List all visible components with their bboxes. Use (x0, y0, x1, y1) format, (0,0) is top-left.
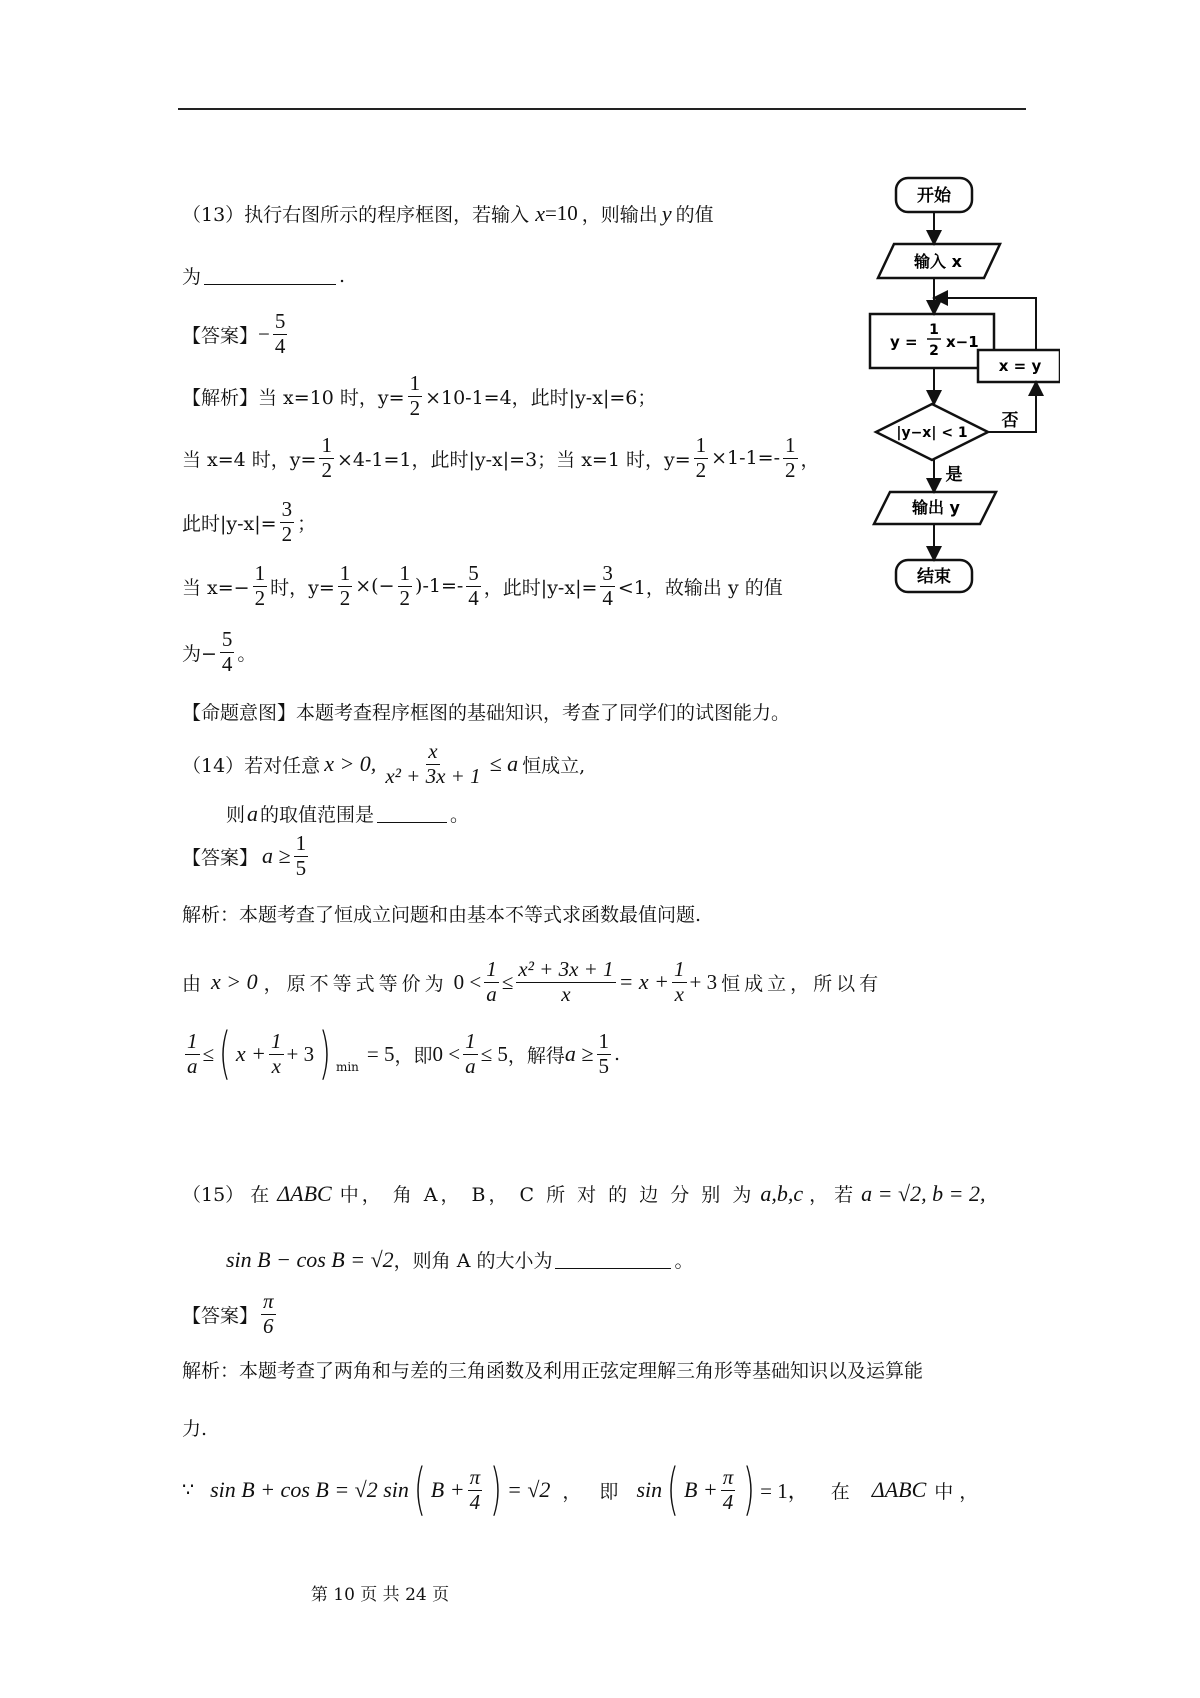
q13-input-value: =10 (544, 201, 578, 225)
q14-text: （14）若对任意 (182, 754, 321, 777)
q14-text: 的取值范围是 (260, 804, 375, 826)
q13-text: （13）执行右图所示的程序框图，若输入 (182, 204, 530, 226)
q14-text: 。 (450, 804, 470, 826)
solution-text: 中 ， (934, 1480, 979, 1503)
fraction: $\frac{5}{4}$ (221, 627, 233, 676)
q13-solution-line2 (182, 434, 820, 482)
math: = 1， (760, 1479, 809, 1503)
solution-text: ×10-1=4，此时|y-x|=6； (425, 386, 657, 409)
q14-text: 则 (226, 804, 246, 826)
q14-solution-line1 (182, 900, 701, 927)
page-footer: 第 10 页 共 24 页 (310, 1585, 450, 1605)
q15-question-line1 (182, 1180, 985, 1207)
solution-text: 恒成立，所以有 (721, 972, 883, 995)
flow-input-label: 输入 x (914, 252, 962, 271)
solution-text: 力. (182, 1418, 208, 1440)
solution-text: 当 x=− (182, 576, 250, 599)
math: ΔABC (871, 1477, 927, 1502)
answer-fraction: $\frac{1}{5}$ (295, 831, 307, 880)
math: + 3 (689, 969, 718, 994)
intent-text: 本题考查程序框图的基础知识，考查了同学们的试图能力。 (296, 702, 791, 724)
math: x + (235, 1041, 267, 1066)
flow-assign-num: 1 (929, 322, 939, 338)
q13-text: . (339, 264, 346, 287)
flow-output-label: 输出 y (911, 498, 961, 517)
solution-text: 当 x=4 时，y= (182, 448, 317, 471)
answer-label: 【答案】 (182, 846, 259, 869)
q14-var-a: a (247, 800, 259, 826)
solution-text: ，即 (394, 1044, 433, 1067)
solution-text: 由 (182, 972, 206, 995)
q15-solution-line3 (182, 1457, 979, 1522)
program-flowchart (860, 170, 1060, 600)
flow-yes-label: 是 (945, 465, 963, 485)
math: sin B + cos B = √2 sin (210, 1477, 409, 1502)
solution-text: )-1=- (415, 575, 464, 598)
math: 0 < (453, 969, 482, 994)
q15-text: ，则角 A 的大小为 (393, 1250, 553, 1272)
q15-solution-line2 (182, 1414, 207, 1441)
fraction: $\frac{\pi}{4}$ (722, 1464, 734, 1514)
answer-label: 【答案】 (182, 324, 259, 347)
fraction: $\frac{1}{x}$ (271, 1028, 282, 1078)
answer-blank (204, 266, 336, 285)
q15-text: （15） 在 (182, 1184, 270, 1206)
q13-text: 为 (182, 266, 202, 288)
right-paren: ) (490, 1457, 503, 1522)
math: x > 0 (211, 969, 258, 995)
q13-var-x: x (535, 200, 545, 226)
q14-solution-line3 (182, 1021, 621, 1086)
q15-text: 中， 角 A， B， C 所 对 的 边 分 别 为 (339, 1184, 755, 1206)
q13-solution-line5 (182, 628, 256, 676)
fraction: $\frac{1}{a}$ (187, 1028, 198, 1078)
q13-solution-line3 (182, 498, 316, 546)
q13-question-line1 (182, 200, 714, 227)
q14-inequality: ≤ a (489, 751, 519, 777)
solution-text: 时，y= (270, 576, 335, 599)
q14-solution-line2 (182, 958, 882, 1006)
right-paren: ) (743, 1457, 756, 1522)
fraction: $\frac{1}{2}$ (321, 433, 332, 482)
q14-question-line1 (182, 740, 585, 788)
answer-blank (555, 1250, 671, 1269)
flow-end-label: 结束 (917, 567, 951, 587)
flow-start-label: 开始 (917, 186, 951, 206)
solution-text: <1，故输出 y 的值 (617, 576, 783, 599)
solution-text: 。 (237, 642, 257, 665)
solution-text: 在 (830, 1480, 850, 1503)
left-paren: ( (218, 1021, 231, 1086)
math: = √2 (506, 1477, 551, 1502)
solution-text: ×4-1=1，此时|y-x|=3；当 x=1 时，y= (336, 448, 691, 471)
q13-solution-line1 (182, 372, 656, 420)
fraction: $\frac{5}{4}$ (468, 561, 479, 610)
answer-label: 【答案】 (182, 1304, 259, 1327)
fraction: $\frac{1}{2}$ (339, 561, 351, 610)
right-paren: ) (319, 1021, 332, 1086)
q15-triangle: ΔABC (277, 1180, 332, 1206)
solution-text: 当 x=10 时，y= (258, 386, 405, 409)
math: sin (636, 1477, 663, 1502)
answer-fraction: $\frac{\pi}{6}$ (263, 1289, 274, 1338)
q14-answer (182, 832, 311, 880)
q13-var-y: y (661, 200, 672, 226)
q13-intent (182, 698, 790, 725)
q14-fraction: $\frac{x}{\text{x² + 3x + 1}}$ (385, 739, 481, 788)
fraction: $\frac{\text{x² + 3x + 1}}{x}$ (518, 957, 614, 1006)
q13-text: ，则输出 (581, 204, 658, 226)
answer-sign: − (258, 321, 270, 346)
solution-text: ，解得 (507, 1044, 565, 1067)
solution-text: 解析：本题考查了两角和与差的三角函数及利用正弦定理解三角形等基础知识以及运算能 (182, 1360, 924, 1382)
math: = x + (618, 969, 670, 995)
q15-text: ， 若 (809, 1184, 854, 1206)
flow-assign-rest: x−1 (946, 333, 979, 351)
intent-label: 【命题意图】 (182, 702, 297, 724)
flow-no-label: 否 (1001, 411, 1019, 431)
math: = 5 (366, 1041, 395, 1066)
q15-equation: sin B − cos B = √2 (226, 1246, 394, 1272)
solution-text: ×1-1=- (711, 447, 780, 470)
q14-text: 恒成立, (522, 754, 586, 777)
q15-sides: a,b,c (760, 1180, 804, 1206)
flow-assign-y: y = (890, 333, 918, 351)
subscript-min: min (335, 1060, 359, 1074)
fraction: $\frac{1}{2}$ (695, 433, 707, 482)
fraction: $\frac{1}{2}$ (254, 561, 266, 610)
fraction: $\frac{1}{2}$ (399, 561, 411, 610)
answer-fraction: $\frac{5}{4}$ (274, 309, 286, 358)
fraction: $\frac{1}{5}$ (598, 1028, 609, 1078)
fraction: $\frac{1}{2}$ (409, 371, 421, 420)
math: ≤ (501, 969, 514, 994)
q15-solution-line1 (182, 1356, 923, 1383)
q13-text: 的值 (675, 204, 714, 226)
fraction: $\frac{\pi}{4}$ (469, 1464, 481, 1514)
fraction: $\frac{1}{x}$ (674, 957, 685, 1006)
math: + 3 (286, 1041, 315, 1066)
solution-text: ； (297, 512, 317, 535)
left-paren: ( (413, 1457, 426, 1522)
math: ≤ (202, 1041, 215, 1066)
q13-question-line2 (182, 262, 345, 289)
flow-assign-den: 2 (929, 343, 939, 359)
math: B + (430, 1477, 465, 1502)
q14-condition: x > 0, (324, 751, 377, 777)
solution-text: 此时|y-x|= (182, 512, 277, 535)
solution-text: ， (800, 448, 820, 471)
math: 0 < (432, 1041, 461, 1066)
fraction: $\frac{1}{2}$ (785, 433, 796, 482)
flow-condition-label: |y−x| < 1 (896, 425, 968, 441)
math: B + (683, 1477, 718, 1502)
solution-text: ，此时|y-x|= (483, 576, 598, 599)
fraction: $\frac{3}{4}$ (602, 561, 613, 610)
math: ≤ 5 (480, 1041, 508, 1066)
fraction: $\frac{3}{2}$ (281, 497, 293, 546)
solution-label: 【解析】 (182, 386, 259, 409)
solution-text: ，原不等式等价为 (263, 972, 448, 995)
solution-text: . (614, 1043, 621, 1065)
flow-swap-label: x = y (998, 357, 1042, 375)
because-symbol: ∵ (182, 1479, 195, 1501)
answer-text: a ≥ (262, 843, 291, 869)
header-rule (178, 108, 1026, 110)
solution-text: ， 即 (562, 1480, 625, 1503)
solution-text: 解析：本题考查了恒成立问题和由基本不等式求函数最值问题. (182, 904, 702, 926)
q14-question-line2 (226, 800, 469, 827)
q15-question-line2 (226, 1246, 693, 1273)
solution-text: 为− (182, 642, 217, 665)
solution-text: ×(− (355, 575, 395, 598)
q15-condition: a = √2, b = 2, (861, 1180, 986, 1206)
left-paren: ( (667, 1457, 680, 1522)
q15-answer (182, 1290, 279, 1338)
q13-solution-line4 (182, 562, 783, 610)
answer-blank (377, 804, 447, 823)
fraction: $\frac{1}{a}$ (486, 957, 497, 1006)
q13-answer (182, 310, 290, 358)
fraction: $\frac{1}{a}$ (465, 1028, 476, 1078)
q15-text: 。 (674, 1250, 694, 1272)
math: a ≥ (564, 1041, 594, 1066)
